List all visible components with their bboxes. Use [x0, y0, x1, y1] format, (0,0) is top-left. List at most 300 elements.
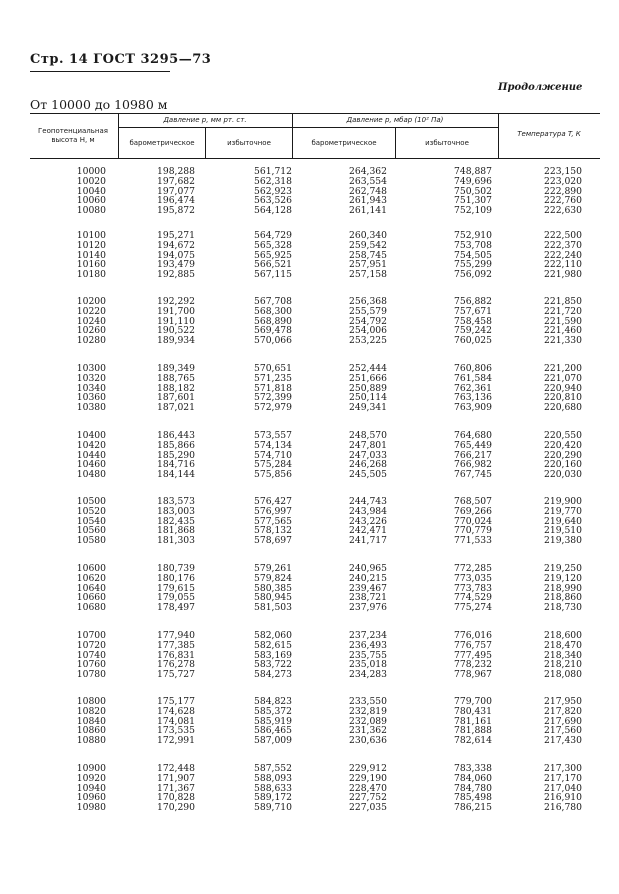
temperature-cell: 217,950	[544, 696, 582, 707]
col-divider-2	[205, 127, 206, 158]
row-group	[30, 564, 600, 613]
excess-mbar-cell: 770,779	[454, 525, 492, 537]
barometric-mbar-cell: 231,362	[349, 725, 387, 737]
excess-mmhg-cell: 572,979	[254, 402, 292, 414]
height-cell: 10760	[76, 659, 106, 671]
excess-mbar-cell: 759,242	[454, 325, 492, 337]
temperature-cell: 217,820	[544, 705, 582, 717]
barometric-mbar-cell: 261,141	[349, 205, 387, 217]
row-group	[30, 167, 600, 216]
barometric-mmhg-cell: 197,682	[157, 175, 195, 187]
table-row	[30, 260, 600, 270]
row-group	[30, 364, 600, 413]
height-cell: 10920	[76, 772, 106, 784]
row-group	[30, 697, 600, 746]
excess-mbar-cell: 786,215	[454, 802, 492, 814]
row-group	[30, 431, 600, 480]
barometric-mmhg-cell: 187,021	[157, 402, 195, 414]
table-row	[30, 336, 600, 346]
barometric-mbar-cell: 245,505	[349, 469, 387, 481]
height-cell: 10120	[76, 239, 106, 251]
excess-mmhg-cell: 570,651	[254, 363, 292, 374]
table-row	[30, 187, 600, 197]
temperature-cell: 219,250	[544, 563, 582, 574]
barometric-mmhg-cell: 170,290	[157, 802, 195, 814]
pressure-subheader-rule	[118, 127, 498, 128]
table-row	[30, 593, 600, 603]
height-cell: 10420	[76, 439, 106, 451]
height-cell: 10960	[76, 792, 106, 804]
barometric-mbar-cell: 257,951	[349, 259, 387, 271]
table-row	[30, 403, 600, 413]
col-divider-1	[118, 113, 119, 158]
barometric-mmhg-cell: 177,940	[157, 630, 195, 641]
temperature-cell: 220,940	[544, 382, 582, 394]
barometric-mbar-cell: 235,018	[349, 659, 387, 671]
table-row	[30, 441, 600, 451]
temperature-cell: 220,810	[544, 392, 582, 404]
barometric-mmhg-cell: 196,474	[157, 195, 195, 207]
excess-mmhg-cell: 575,856	[254, 469, 292, 481]
excess-mmhg-cell: 562,923	[254, 185, 292, 197]
temperature-cell: 221,590	[544, 315, 582, 327]
height-cell: 10140	[76, 249, 106, 261]
col-divider-5	[498, 113, 499, 158]
excess-mbar-cell: 784,060	[454, 772, 492, 784]
temperature-cell: 222,240	[544, 249, 582, 261]
excess-mbar-cell: 773,783	[454, 582, 492, 594]
barometric-mmhg-cell: 194,672	[157, 239, 195, 251]
excess-mbar-cell: 781,161	[454, 715, 492, 727]
temperature-cell: 217,560	[544, 725, 582, 737]
height-cell: 10160	[76, 259, 106, 271]
height-cell: 10480	[76, 469, 106, 481]
barometric-mbar-cell: 247,033	[349, 449, 387, 461]
barometric-mmhg-cell: 181,868	[157, 525, 195, 537]
barometric-mmhg-cell: 174,628	[157, 705, 195, 717]
excess-mmhg-cell: 567,115	[254, 269, 292, 281]
temperature-cell: 219,900	[544, 496, 582, 507]
excess-mmhg-cell: 584,823	[254, 696, 292, 707]
temperature-cell: 218,990	[544, 582, 582, 594]
height-cell: 10520	[76, 505, 106, 517]
table-row	[30, 374, 600, 384]
row-group	[30, 497, 600, 546]
barometric-mbar-cell: 233,550	[349, 696, 387, 707]
table-row	[30, 497, 600, 507]
temperature-cell: 216,780	[544, 802, 582, 814]
table-row	[30, 803, 600, 813]
barometric-mmhg-cell: 171,907	[157, 772, 195, 784]
table-row	[30, 726, 600, 736]
barometric-mmhg-cell: 175,177	[157, 696, 195, 707]
barometric-mbar-cell: 244,743	[349, 496, 387, 507]
barometric-mmhg-cell: 180,176	[157, 572, 195, 584]
excess-mmhg-cell: 571,818	[254, 382, 292, 394]
table-row	[30, 206, 600, 216]
excess-mmhg-cell: 581,503	[254, 602, 292, 614]
excess-mmhg-cell: 564,729	[254, 230, 292, 241]
temperature-cell: 220,550	[544, 430, 582, 441]
height-cell: 10460	[76, 459, 106, 471]
excess-mmhg-cell: 570,066	[254, 335, 292, 347]
temperature-cell: 221,980	[544, 269, 582, 281]
barometric-mmhg-cell: 182,435	[157, 515, 195, 527]
barometric-mbar-cell: 256,368	[349, 296, 387, 307]
barometric-mbar-cell: 229,190	[349, 772, 387, 784]
barometric-mmhg-cell: 185,290	[157, 449, 195, 461]
excess-mmhg-cell: 565,328	[254, 239, 292, 251]
excess-mbar-cell: 780,431	[454, 705, 492, 717]
barometric-mbar-cell: 230,636	[349, 735, 387, 747]
barometric-mbar-cell: 227,752	[349, 792, 387, 804]
excess-mbar-cell: 764,680	[454, 430, 492, 441]
temperature-cell: 218,860	[544, 592, 582, 604]
barometric-mmhg-cell: 193,479	[157, 259, 195, 271]
table-row	[30, 526, 600, 536]
row-group	[30, 231, 600, 280]
temperature-cell: 223,150	[544, 166, 582, 177]
height-cell: 10840	[76, 715, 106, 727]
excess-mbar-cell: 751,307	[454, 195, 492, 207]
height-cell: 10040	[76, 185, 106, 197]
barometric-mbar-cell: 262,748	[349, 185, 387, 197]
barometric-mmhg-cell: 197,077	[157, 185, 195, 197]
temperature-cell: 222,110	[544, 259, 582, 271]
temperature-cell: 219,770	[544, 505, 582, 517]
excess-mbar-cell: 779,700	[454, 696, 492, 707]
excess-mmhg-cell: 576,427	[254, 496, 292, 507]
barometric-mbar-cell: 234,283	[349, 669, 387, 681]
table-row	[30, 231, 600, 241]
barometric-mbar-cell: 250,114	[349, 392, 387, 404]
table-row	[30, 470, 600, 480]
temperature-cell: 219,510	[544, 525, 582, 537]
temperature-cell: 220,160	[544, 459, 582, 471]
barometric-mmhg-cell: 191,700	[157, 305, 195, 317]
barometric-mbar-cell: 235,755	[349, 649, 387, 661]
header-excess-1: избыточное	[227, 139, 271, 147]
excess-mmhg-cell: 588,093	[254, 772, 292, 784]
excess-mbar-cell: 777,495	[454, 649, 492, 661]
excess-mbar-cell: 761,584	[454, 372, 492, 384]
barometric-mbar-cell: 229,912	[349, 763, 387, 774]
barometric-mmhg-cell: 178,497	[157, 602, 195, 614]
excess-mbar-cell: 766,217	[454, 449, 492, 461]
barometric-mbar-cell: 243,984	[349, 505, 387, 517]
excess-mbar-cell: 767,745	[454, 469, 492, 481]
height-cell: 10380	[76, 402, 106, 414]
table-row	[30, 177, 600, 187]
header-height: Геопотенциальная высота H, м	[38, 127, 108, 144]
table-row	[30, 697, 600, 707]
excess-mmhg-cell: 566,521	[254, 259, 292, 271]
barometric-mmhg-cell: 195,872	[157, 205, 195, 217]
barometric-mbar-cell: 240,965	[349, 563, 387, 574]
barometric-mbar-cell: 259,542	[349, 239, 387, 251]
barometric-mbar-cell: 243,226	[349, 515, 387, 527]
barometric-mbar-cell: 251,666	[349, 372, 387, 384]
excess-mbar-cell: 757,671	[454, 305, 492, 317]
table-row	[30, 317, 600, 327]
header-pressure-mbar: Давление p, мбар (10² Па)	[346, 116, 444, 124]
excess-mmhg-cell: 585,919	[254, 715, 292, 727]
header-temperature: Температура T, К	[517, 130, 581, 138]
table-row	[30, 641, 600, 651]
temperature-cell: 221,070	[544, 372, 582, 384]
excess-mbar-cell: 753,708	[454, 239, 492, 251]
barometric-mmhg-cell: 176,831	[157, 649, 195, 661]
excess-mmhg-cell: 575,284	[254, 459, 292, 471]
temperature-cell: 220,680	[544, 402, 582, 414]
excess-mmhg-cell: 573,557	[254, 430, 292, 441]
height-cell: 10220	[76, 305, 106, 317]
table-row	[30, 764, 600, 774]
barometric-mbar-cell: 254,792	[349, 315, 387, 327]
barometric-mbar-cell: 248,570	[349, 430, 387, 441]
excess-mmhg-cell: 562,318	[254, 175, 292, 187]
barometric-mbar-cell: 263,554	[349, 175, 387, 187]
table-row	[30, 736, 600, 746]
excess-mbar-cell: 749,696	[454, 175, 492, 187]
table-row	[30, 384, 600, 394]
temperature-cell: 218,600	[544, 630, 582, 641]
height-cell: 10640	[76, 582, 106, 594]
temperature-cell: 221,200	[544, 363, 582, 374]
table-row	[30, 196, 600, 206]
excess-mmhg-cell: 583,169	[254, 649, 292, 661]
excess-mmhg-cell: 589,710	[254, 802, 292, 814]
excess-mmhg-cell: 580,385	[254, 582, 292, 594]
height-cell: 10020	[76, 175, 106, 187]
excess-mmhg-cell: 561,712	[254, 166, 292, 177]
col-divider-4	[395, 127, 396, 158]
height-cell: 10280	[76, 335, 106, 347]
barometric-mmhg-cell: 179,615	[157, 582, 195, 594]
temperature-cell: 217,690	[544, 715, 582, 727]
excess-mmhg-cell: 583,722	[254, 659, 292, 671]
excess-mbar-cell: 763,909	[454, 402, 492, 414]
barometric-mbar-cell: 237,234	[349, 630, 387, 641]
height-cell: 10720	[76, 639, 106, 651]
barometric-mbar-cell: 250,889	[349, 382, 387, 394]
excess-mbar-cell: 765,449	[454, 439, 492, 451]
barometric-mmhg-cell: 192,292	[157, 296, 195, 307]
temperature-cell: 221,330	[544, 335, 582, 347]
table-header-bottom-rule	[30, 158, 600, 159]
height-cell: 10820	[76, 705, 106, 717]
barometric-mbar-cell: 238,721	[349, 592, 387, 604]
temperature-cell: 218,340	[544, 649, 582, 661]
barometric-mmhg-cell: 173,535	[157, 725, 195, 737]
excess-mmhg-cell: 582,060	[254, 630, 292, 641]
table-row	[30, 793, 600, 803]
barometric-mmhg-cell: 189,934	[157, 335, 195, 347]
temperature-cell: 218,080	[544, 669, 582, 681]
excess-mmhg-cell: 563,526	[254, 195, 292, 207]
height-cell: 10180	[76, 269, 106, 281]
barometric-mmhg-cell: 187,601	[157, 392, 195, 404]
barometric-mbar-cell: 264,362	[349, 166, 387, 177]
height-cell: 10800	[76, 696, 106, 707]
barometric-mmhg-cell: 176,278	[157, 659, 195, 671]
table-row	[30, 660, 600, 670]
height-cell: 10860	[76, 725, 106, 737]
barometric-mmhg-cell: 184,144	[157, 469, 195, 481]
excess-mbar-cell: 763,136	[454, 392, 492, 404]
barometric-mbar-cell: 228,470	[349, 782, 387, 794]
excess-mmhg-cell: 586,465	[254, 725, 292, 737]
temperature-cell: 221,720	[544, 305, 582, 317]
barometric-mbar-cell: 232,089	[349, 715, 387, 727]
header-rule	[30, 71, 170, 72]
barometric-mbar-cell: 260,340	[349, 230, 387, 241]
header-excess-2: избыточное	[425, 139, 469, 147]
barometric-mbar-cell: 237,976	[349, 602, 387, 614]
height-cell: 10300	[76, 363, 106, 374]
excess-mmhg-cell: 580,945	[254, 592, 292, 604]
barometric-mbar-cell: 252,444	[349, 363, 387, 374]
temperature-cell: 221,850	[544, 296, 582, 307]
height-cell: 10440	[76, 449, 106, 461]
excess-mbar-cell: 773,035	[454, 572, 492, 584]
row-group	[30, 764, 600, 813]
excess-mbar-cell: 754,505	[454, 249, 492, 261]
barometric-mbar-cell: 239,467	[349, 582, 387, 594]
height-cell: 10560	[76, 525, 106, 537]
temperature-cell: 219,120	[544, 572, 582, 584]
excess-mbar-cell: 748,887	[454, 166, 492, 177]
barometric-mmhg-cell: 170,828	[157, 792, 195, 804]
excess-mbar-cell: 774,529	[454, 592, 492, 604]
barometric-mmhg-cell: 188,765	[157, 372, 195, 384]
height-cell: 10400	[76, 430, 106, 441]
barometric-mbar-cell: 240,215	[349, 572, 387, 584]
excess-mmhg-cell: 565,925	[254, 249, 292, 261]
barometric-mmhg-cell: 189,349	[157, 363, 195, 374]
excess-mmhg-cell: 576,997	[254, 505, 292, 517]
table-row	[30, 251, 600, 261]
table-row	[30, 774, 600, 784]
height-cell: 10500	[76, 496, 106, 507]
excess-mmhg-cell: 568,300	[254, 305, 292, 317]
excess-mbar-cell: 770,024	[454, 515, 492, 527]
excess-mmhg-cell: 574,710	[254, 449, 292, 461]
excess-mmhg-cell: 589,172	[254, 792, 292, 804]
barometric-mmhg-cell: 181,303	[157, 535, 195, 547]
height-cell: 10580	[76, 535, 106, 547]
excess-mmhg-cell: 579,824	[254, 572, 292, 584]
temperature-cell: 218,730	[544, 602, 582, 614]
excess-mmhg-cell: 587,552	[254, 763, 292, 774]
excess-mbar-cell: 756,092	[454, 269, 492, 281]
row-group	[30, 631, 600, 680]
temperature-cell: 220,290	[544, 449, 582, 461]
excess-mmhg-cell: 571,235	[254, 372, 292, 384]
excess-mmhg-cell: 585,372	[254, 705, 292, 717]
height-cell: 10260	[76, 325, 106, 337]
height-cell: 10060	[76, 195, 106, 207]
temperature-cell: 219,640	[544, 515, 582, 527]
excess-mbar-cell: 760,025	[454, 335, 492, 347]
table-row	[30, 517, 600, 527]
temperature-cell: 218,210	[544, 659, 582, 671]
table-row	[30, 717, 600, 727]
excess-mbar-cell: 752,109	[454, 205, 492, 217]
table-row	[30, 241, 600, 251]
range-title: От 10000 до 10980 м	[30, 97, 168, 112]
height-cell: 10080	[76, 205, 106, 217]
table-row	[30, 536, 600, 546]
height-cell: 10240	[76, 315, 106, 327]
height-cell: 10620	[76, 572, 106, 584]
table-row	[30, 270, 600, 280]
height-cell: 10980	[76, 802, 106, 814]
excess-mbar-cell: 769,266	[454, 505, 492, 517]
height-cell: 10740	[76, 649, 106, 661]
excess-mbar-cell: 772,285	[454, 563, 492, 574]
barometric-mmhg-cell: 183,003	[157, 505, 195, 517]
excess-mmhg-cell: 569,478	[254, 325, 292, 337]
excess-mbar-cell: 758,458	[454, 315, 492, 327]
excess-mbar-cell: 783,338	[454, 763, 492, 774]
excess-mbar-cell: 768,507	[454, 496, 492, 507]
height-cell: 10320	[76, 372, 106, 384]
excess-mmhg-cell: 587,009	[254, 735, 292, 747]
temperature-cell: 220,030	[544, 469, 582, 481]
barometric-mmhg-cell: 188,182	[157, 382, 195, 394]
excess-mmhg-cell: 574,134	[254, 439, 292, 451]
excess-mmhg-cell: 578,697	[254, 535, 292, 547]
barometric-mbar-cell: 257,158	[349, 269, 387, 281]
excess-mbar-cell: 760,806	[454, 363, 492, 374]
table-row	[30, 431, 600, 441]
excess-mmhg-cell: 578,132	[254, 525, 292, 537]
barometric-mmhg-cell: 192,885	[157, 269, 195, 281]
table-row	[30, 574, 600, 584]
height-cell: 10700	[76, 630, 106, 641]
temperature-cell: 222,630	[544, 205, 582, 217]
temperature-cell: 217,300	[544, 763, 582, 774]
temperature-cell: 222,760	[544, 195, 582, 207]
header-pressure-mmhg: Давление p, мм рт. ст.	[163, 116, 247, 124]
row-group	[30, 297, 600, 346]
temperature-cell: 221,460	[544, 325, 582, 337]
temperature-cell: 219,380	[544, 535, 582, 547]
barometric-mbar-cell: 241,717	[349, 535, 387, 547]
table-row	[30, 651, 600, 661]
temperature-cell: 218,470	[544, 639, 582, 651]
temperature-cell: 216,910	[544, 792, 582, 804]
barometric-mmhg-cell: 180,739	[157, 563, 195, 574]
table-row	[30, 631, 600, 641]
excess-mbar-cell: 778,967	[454, 669, 492, 681]
height-cell: 10360	[76, 392, 106, 404]
barometric-mmhg-cell: 186,443	[157, 430, 195, 441]
barometric-mmhg-cell: 184,716	[157, 459, 195, 471]
temperature-cell: 223,020	[544, 175, 582, 187]
barometric-mmhg-cell: 194,075	[157, 249, 195, 261]
header-barometric-1: барометрическое	[129, 139, 195, 147]
excess-mmhg-cell: 582,615	[254, 639, 292, 651]
table-row	[30, 393, 600, 403]
table-row	[30, 451, 600, 461]
barometric-mbar-cell: 254,006	[349, 325, 387, 337]
barometric-mbar-cell: 261,943	[349, 195, 387, 207]
excess-mbar-cell: 781,888	[454, 725, 492, 737]
table-row	[30, 167, 600, 177]
barometric-mbar-cell: 242,471	[349, 525, 387, 537]
